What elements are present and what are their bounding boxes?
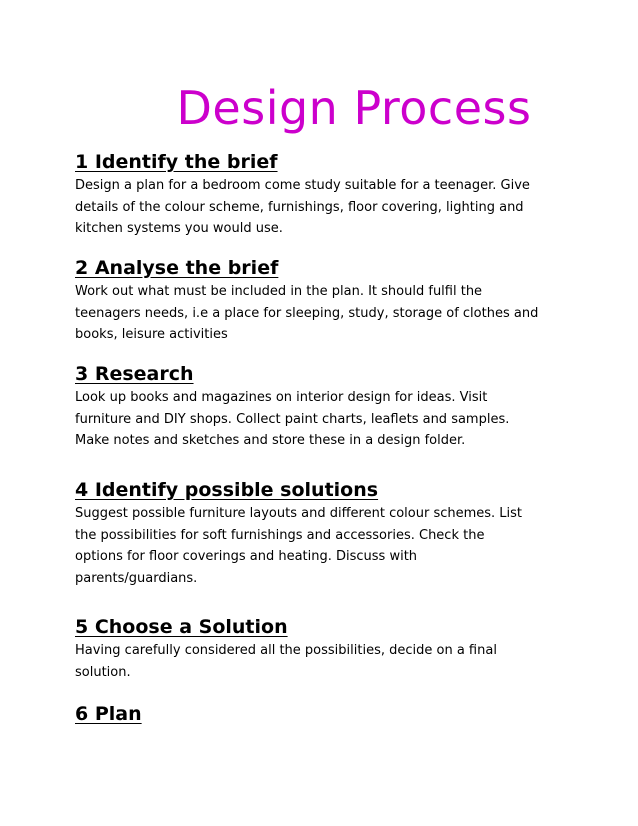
body-line: Look up books and magazines on interior design for ideas. Visit: [75, 390, 488, 405]
section-analyse-brief: [75, 256, 575, 346]
body-line: Work out what must be included in the plan. It should fulfil the: [75, 284, 483, 299]
section-heading: 6 Plan: [75, 703, 142, 725]
body-line: solution.: [75, 664, 131, 680]
body-line: teenagers needs, i.e a place for sleeping, study, storage of clothes and: [75, 305, 539, 321]
body-line: furniture and DIY shops. Collect paint charts, leaflets and samples.: [75, 411, 510, 427]
section-body: [75, 175, 575, 240]
body-line: Having carefully considered all the possibilities, decide on a final: [75, 643, 497, 658]
section-identify-brief: [75, 150, 575, 240]
body-line: kitchen systems you would use.: [75, 221, 283, 236]
body-line: Suggest possible furniture layouts and different colour schemes. List: [75, 506, 523, 521]
section-possible-solutions: [75, 478, 575, 589]
body-line: the possibilities for soft furnishings and accessories. Check the: [75, 527, 485, 543]
section-research: [75, 362, 575, 452]
page-title: Design Process: [176, 81, 532, 135]
body-line: Make notes and sketches and store these in a design folder.: [75, 433, 466, 448]
body-line: books, leisure activities: [75, 327, 228, 342]
section-body: [75, 281, 575, 346]
body-line: Design a plan for a bedroom come study suitable for a teenager. Give: [75, 178, 530, 193]
section-heading: 2 Analyse the brief: [75, 257, 279, 279]
section-body: [75, 387, 575, 452]
body-line: parents/guardians.: [75, 570, 198, 586]
section-body: [75, 503, 575, 589]
section-heading: 1 Identify the brief: [75, 151, 278, 173]
section-heading: 5 Choose a Solution: [75, 616, 288, 638]
body-line: options for floor coverings and heating. Discuss with: [75, 549, 418, 564]
section-heading: 3 Research: [75, 363, 194, 385]
section-choose-solution: [75, 615, 575, 683]
section-plan: [75, 702, 575, 726]
body-line: details of the colour scheme, furnishings, floor covering, lighting and: [75, 199, 524, 215]
section-heading: 4 Identify possible solutions: [75, 479, 379, 501]
section-body: [75, 640, 575, 683]
